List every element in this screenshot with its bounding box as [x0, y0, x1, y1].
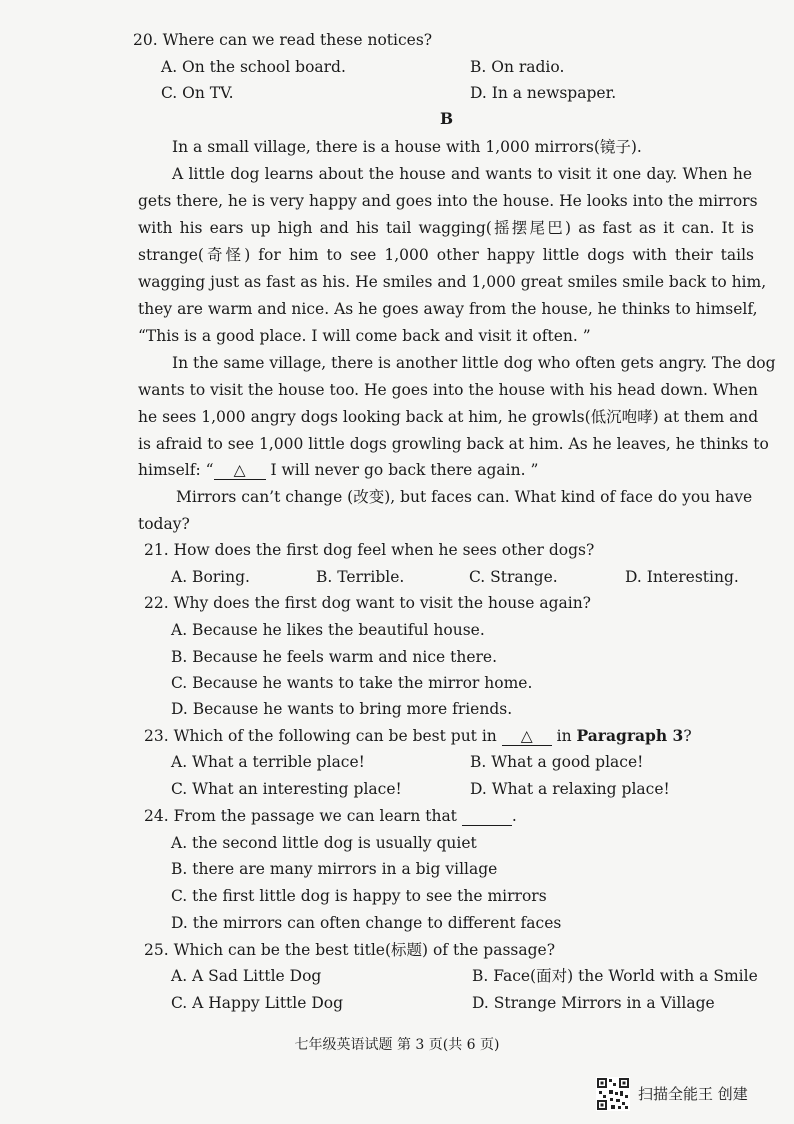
q25-option-c: C. A Happy Little Dog: [171, 994, 344, 1012]
passage-p3-line1: In the same village, there is another little dog who often gets angry. The dog: [172, 354, 776, 372]
q21-stem: 21. How does the first dog feel when he sees other dogs?: [144, 541, 595, 559]
q22-stem: 22. Why does the first dog want to visit the house again?: [144, 594, 591, 612]
q23-option-a: A. What a terrible place!: [171, 753, 365, 771]
passage-p4-line2: today?: [138, 515, 190, 533]
q20-stem: 20. Where can we read these notices?: [133, 31, 433, 49]
passage-p3-line3: he sees 1,000 angry dogs looking back at him, he growls(低沉咆哮) at them and: [138, 408, 759, 426]
q23-stem: [144, 726, 692, 746]
q24-option-b: B. there are many mirrors in a big village: [171, 860, 498, 878]
q25-option-d: D. Strange Mirrors in a Village: [472, 994, 715, 1012]
qr-code-icon: [596, 1077, 630, 1111]
q23-blank: △: [502, 727, 552, 746]
section-header: B: [440, 109, 454, 128]
q22-option-c: C. Because he wants to take the mirror home.: [171, 674, 533, 692]
q25-stem: 25. Which can be the best title(标题) of the passage?: [144, 941, 555, 959]
q21-option-c: C. Strange.: [469, 568, 558, 586]
q20-option-c: C. On TV.: [161, 84, 234, 102]
q24-option-c: C. the first little dog is happy to see the mirrors: [171, 887, 547, 905]
passage-p4-line1: Mirrors can’t change (改变), but faces can. What kind of face do you have: [176, 488, 753, 506]
q22-option-b: B. Because he feels warm and nice there.: [171, 648, 497, 666]
q22-option-d: D. Because he wants to bring more friends.: [171, 700, 513, 718]
q24-stem-post: .: [511, 807, 517, 825]
q23-stem-pre: 23. Which of the following can be best put in: [144, 727, 502, 745]
q21-option-b: B. Terrible.: [316, 568, 405, 586]
q24-option-a: A. the second little dog is usually quiet: [171, 834, 477, 852]
watermark-text: 扫描全能王 创建: [638, 1085, 748, 1103]
q20-option-d: D. In a newspaper.: [470, 84, 617, 102]
q21-option-d: D. Interesting.: [625, 568, 739, 586]
passage-p2-line7: “This is a good place. I will come back and visit it often. ”: [138, 327, 591, 345]
passage-p2-line5: wagging just as fast as his. He smiles and 1,000 great smiles smile back to him,: [138, 273, 767, 291]
q23-option-d: D. What a relaxing place!: [470, 780, 670, 798]
passage-p2-line4: strange(奇怪) for him to see 1,000 other happy little dogs with their tails: [138, 246, 754, 264]
q20-option-a: A. On the school board.: [161, 58, 346, 76]
passage-p1: In a small village, there is a house with 1,000 mirrors(镜子).: [172, 138, 642, 156]
passage-p3-line4: is afraid to see 1,000 little dogs growling back at him. As he leaves, he thinks to: [138, 435, 769, 453]
q24-blank: [462, 807, 512, 826]
q25-option-a: A. A Sad Little Dog: [171, 967, 322, 985]
passage-p2-line2: gets there, he is very happy and goes into the house. He looks into the mirrors: [138, 192, 758, 210]
q20-option-b: B. On radio.: [470, 58, 565, 76]
page-footer: 七年级英语试题 第 3 页(共 6 页): [294, 1037, 500, 1053]
q24-option-d: D. the mirrors can often change to different faces: [171, 914, 562, 932]
q24-stem: [144, 806, 517, 826]
passage-p3-line5-pre: himself: “: [138, 461, 214, 479]
q23-stem-post: ?: [683, 727, 692, 745]
passage-p2-line1: A little dog learns about the house and wants to visit it one day. When he: [172, 165, 752, 183]
q21-option-a: A. Boring.: [171, 568, 250, 586]
passage-blank: △: [214, 461, 266, 480]
passage-p2-line6: they are warm and nice. As he goes away from the house, he thinks to himself,: [138, 300, 758, 318]
q24-stem-pre: 24. From the passage we can learn that: [144, 807, 462, 825]
passage-p3-line2: wants to visit the house too. He goes into the house with his head down. When: [138, 381, 758, 399]
q23-stem-mid: in: [551, 727, 577, 745]
q22-option-a: A. Because he likes the beautiful house.: [171, 621, 485, 639]
q23-option-b: B. What a good place!: [470, 753, 644, 771]
passage-p3-line5-post: I will never go back there again. ”: [265, 461, 539, 479]
passage-p3-line5: [138, 460, 538, 480]
q23-option-c: C. What an interesting place!: [171, 780, 402, 798]
passage-p2-line3: with his ears up high and his tail wagging(摇摆尾巴) as fast as it can. It is: [138, 219, 754, 237]
q23-stem-bold: Paragraph 3: [576, 726, 684, 745]
q25-option-b: B. Face(面对) the World with a Smile: [472, 967, 758, 985]
